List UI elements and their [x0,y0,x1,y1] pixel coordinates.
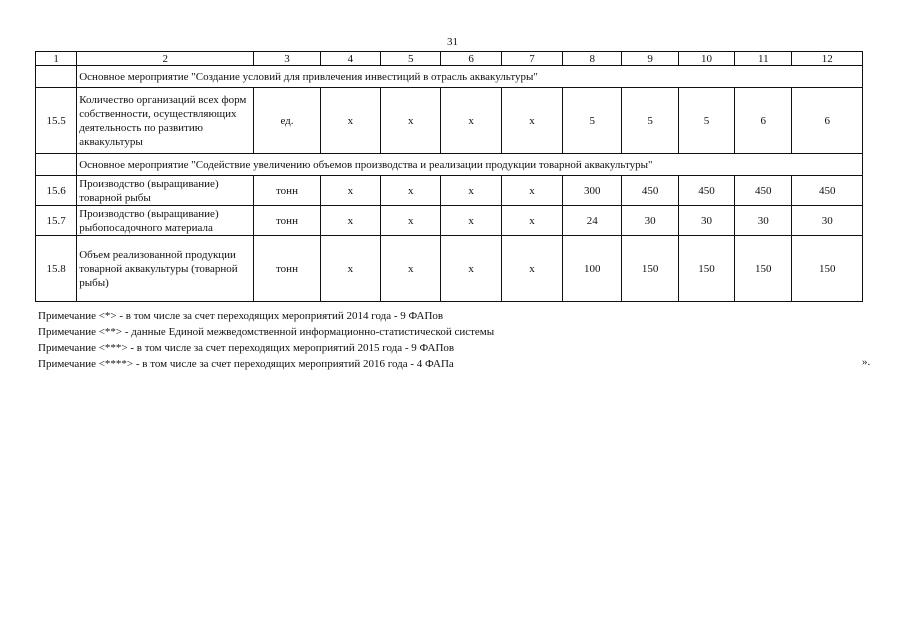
note-line: Примечание <*> - в том числе за счет переходящих мероприятий 2014 года - 9 ФАПов [38,310,444,322]
row-cell: 5 [563,88,622,154]
row-cell: 6 [735,88,792,154]
row-cell: х [320,176,380,206]
row-unit: ед. [254,88,320,154]
table-header-row [36,52,863,66]
row-cell: 30 [622,206,678,236]
row-cell: 5 [622,88,678,154]
row-name: Производство (выращивание) товарной рыбы [77,176,254,206]
section-num-cell [36,66,77,88]
row-cell: 450 [678,176,734,206]
table-row [36,206,863,236]
row-cell: х [501,176,562,206]
note-line: Примечание <****> - в том числе за счет переходящих мероприятий 2016 года - 4 ФАПа [38,358,454,370]
header-cell: 6 [441,52,501,66]
row-unit: тонн [254,176,320,206]
row-cell: х [501,236,562,302]
row-cell: 100 [563,236,622,302]
row-name: Производство (выращивание) рыбопосадочного материала [77,206,254,236]
row-cell: 6 [792,88,863,154]
row-cell: 450 [622,176,678,206]
header-cell: 11 [735,52,792,66]
row-cell: 5 [678,88,734,154]
header-cell: 10 [678,52,734,66]
row-unit: тонн [254,206,320,236]
row-cell: х [320,236,380,302]
note-line: Примечание <**> - данные Единой межведомственной информационно-статистической системы [38,326,495,338]
row-cell: х [381,88,441,154]
section-row [36,154,863,176]
row-cell: 150 [792,236,863,302]
header-cell: 4 [320,52,380,66]
note-line: Примечание <***> - в том числе за счет переходящих мероприятий 2015 года - 9 ФАПов [38,342,455,354]
row-cell: х [441,206,501,236]
closing-quote-mark: ». [862,356,871,368]
row-cell: х [501,206,562,236]
header-cell: 1 [36,52,77,66]
header-cell: 3 [254,52,320,66]
row-cell: х [381,236,441,302]
row-cell: 450 [792,176,863,206]
row-name: Объем реализованной продукции товарной аквакультуры (товарной рыбы) [77,236,254,302]
page-number: 31 [447,36,458,48]
header-cell: 7 [501,52,562,66]
header-cell: 9 [622,52,678,66]
row-name: Количество организаций всех форм собственности, осуществляющих деятельность по развитию аквакультуры [77,88,254,154]
row-unit: тонн [254,236,320,302]
row-num: 15.5 [36,88,77,154]
row-cell: х [441,88,501,154]
row-cell: 150 [678,236,734,302]
table-row [36,176,863,206]
row-cell: х [320,88,380,154]
row-cell: 24 [563,206,622,236]
row-cell: 150 [622,236,678,302]
row-cell: х [441,176,501,206]
header-cell: 5 [381,52,441,66]
row-num: 15.7 [36,206,77,236]
row-cell: х [441,236,501,302]
row-num: 15.8 [36,236,77,302]
row-cell: 30 [735,206,792,236]
row-cell: х [381,176,441,206]
row-cell: 300 [563,176,622,206]
section-title: Основное мероприятие "Содействие увеличению объемов производства и реализации продукции товарной аквакультуры" [77,154,863,176]
notes-block [38,308,878,372]
row-cell: 450 [735,176,792,206]
row-cell: х [381,206,441,236]
header-cell: 2 [77,52,254,66]
row-cell: 150 [735,236,792,302]
indicators-table [35,51,863,302]
table-row [36,236,863,302]
row-cell: х [501,88,562,154]
section-title: Основное мероприятие "Создание условий для привлечения инвестиций в отрасль аквакультуры" [77,66,863,88]
table-row [36,88,863,154]
header-cell: 8 [563,52,622,66]
row-num: 15.6 [36,176,77,206]
section-num-cell [36,154,77,176]
header-cell: 12 [792,52,863,66]
row-cell: 30 [678,206,734,236]
row-cell: х [320,206,380,236]
row-cell: 30 [792,206,863,236]
section-row [36,66,863,88]
